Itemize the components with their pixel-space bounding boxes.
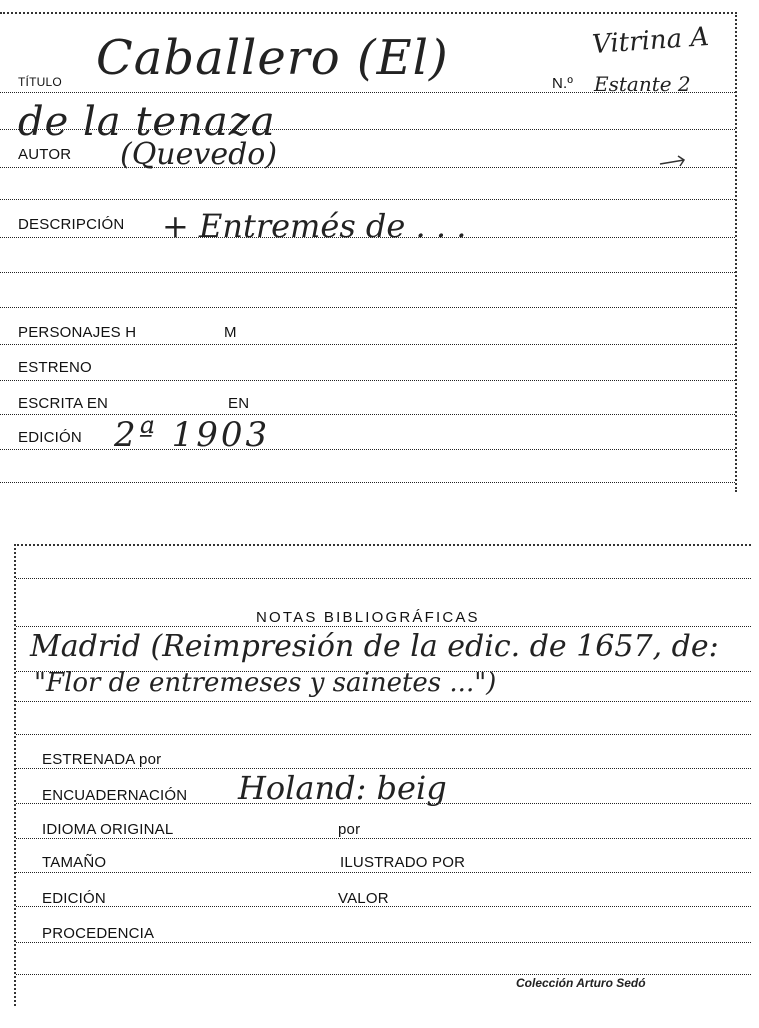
label-edicion: EDICIÓN (18, 429, 82, 446)
catalog-card-top (0, 12, 737, 492)
rule-line (0, 482, 735, 483)
label-ilustrado: ILUSTRADO POR (340, 854, 466, 871)
label-idioma-por: por (338, 821, 361, 838)
label-personajes-m: M (224, 324, 237, 341)
label-idioma: IDIOMA ORIGINAL (42, 821, 174, 838)
label-descripcion: DESCRIPCIÓN (18, 216, 125, 233)
label-estreno: ESTRENO (18, 359, 92, 376)
rule-line (0, 414, 735, 415)
label-valor: VALOR (338, 890, 389, 907)
rule-line (0, 167, 735, 168)
label-personajes: PERSONAJES H (18, 324, 137, 341)
label-escrita-en-2: EN (228, 395, 250, 412)
label-edicion-2: EDICIÓN (42, 890, 106, 907)
ink-mark-icon (658, 152, 688, 172)
label-escrita-en: ESCRITA EN (18, 395, 109, 412)
collection-credit: Colección Arturo Sedó (516, 976, 646, 990)
notas-heading: NOTAS BIBLIOGRÁFICAS (256, 609, 480, 626)
rule-line (0, 307, 735, 308)
rule-line (0, 199, 735, 200)
catalog-card-bottom (14, 544, 751, 1006)
label-procedencia: PROCEDENCIA (42, 925, 155, 942)
label-encuadernacion: ENCUADERNACIÓN (42, 787, 188, 804)
rule-line (16, 838, 751, 839)
rule-line (0, 449, 735, 450)
rule-line (0, 380, 735, 381)
handwritten-author: (Quevedo) (120, 137, 278, 172)
rule-line (16, 974, 751, 975)
rule-line (16, 701, 751, 702)
label-autor: AUTOR (18, 146, 72, 163)
rule-line (0, 272, 735, 273)
rule-line (16, 734, 751, 735)
handwritten-notes-line2: "Flor de entremeses y sainetes ...") (34, 668, 497, 698)
rule-line (16, 872, 751, 873)
handwritten-notes-line1: Madrid (Reimpresión de la edic. de 1657, de: (30, 629, 719, 664)
label-estrenada: ESTRENADA por (42, 751, 162, 768)
handwritten-vitrina: Vitrina A (591, 21, 711, 61)
rule-line (16, 626, 751, 627)
label-tamano: TAMAÑO (42, 854, 107, 871)
rule-line (16, 942, 751, 943)
handwritten-title-line2: de la tenaza (18, 99, 276, 145)
handwritten-estante: Estante 2 (594, 72, 691, 96)
handwritten-title-line1: Caballero (El) (96, 30, 449, 86)
label-titulo: TÍTULO (18, 75, 62, 89)
rule-line (16, 578, 751, 579)
handwritten-description: + Entremés de . . . (162, 207, 467, 245)
rule-line (0, 344, 735, 345)
handwritten-edition: 2ª 1903 (114, 415, 271, 455)
label-num-estante: N.º (552, 75, 574, 92)
handwritten-binding: Holand: beig (238, 769, 447, 807)
